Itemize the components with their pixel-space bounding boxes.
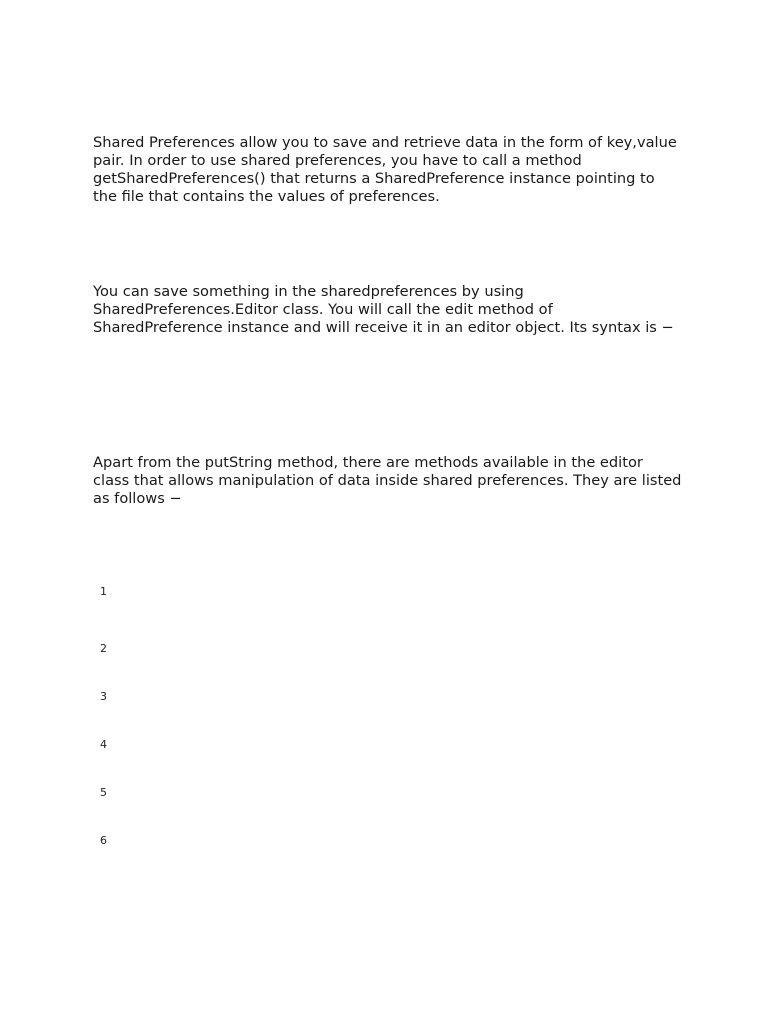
list-number: 2 [100,642,107,655]
list-number: 6 [100,834,107,847]
list-number: 1 [100,585,107,598]
methods-paragraph: Apart from the putString method, there are methods available in the editor class that allows manipulation of data inside shared preferences. They are listed as follows − [93,454,682,507]
editor-paragraph: You can save something in the sharedpreferences by using SharedPreferences.Editor class. You will call the edit method of SharedPreference instance and will receive it in an editor object. Its syntax is − [93,283,674,336]
list-number: 3 [100,690,107,703]
list-number: 4 [100,738,107,751]
list-number: 5 [100,786,107,799]
intro-paragraph: Shared Preferences allow you to save and retrieve data in the form of key,value pair. In order to use shared preferences, you have to call a method getSharedPreferences() that returns a SharedPreference instance pointing to the file that contains the values of preferences. [93,134,677,205]
